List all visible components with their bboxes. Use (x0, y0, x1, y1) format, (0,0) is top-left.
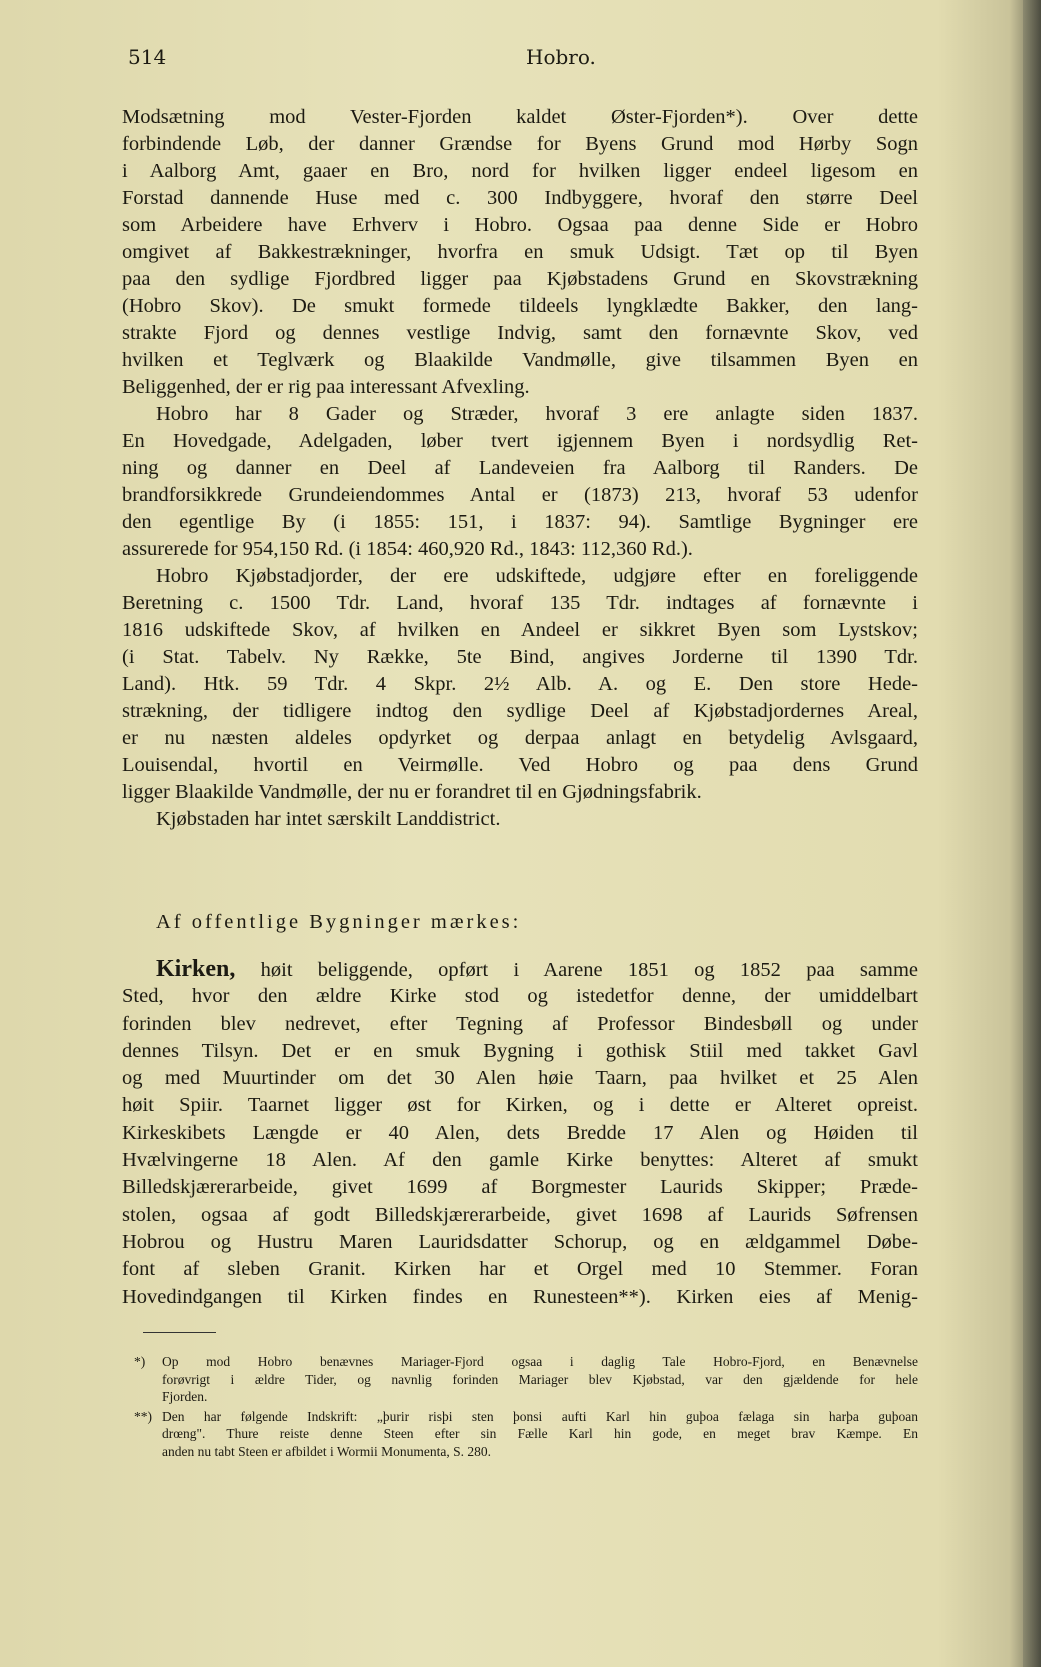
text-line: Kirkeskibets Længde er 40 Alen, dets Bredde 17 Alen og Høiden til (122, 1121, 918, 1144)
church-first-line-text: høit beliggende, opført i Aarene 1851 og 1852 paa samme (235, 959, 918, 981)
text-line: høit Spiir. Taarnet ligger øst for Kirken, og i dette er Alteret opreist. (122, 1094, 918, 1117)
text-line: dennes Tilsyn. Det er en smuk Bygning i gothisk Stiil med takket Gavl (122, 1039, 918, 1062)
footnote-marker: **) (134, 1408, 152, 1424)
footnote (134, 1408, 918, 1461)
text-line: Louisendal, hvortil en Veirmølle. Ved Hobro og paa dens Grund (122, 754, 918, 776)
text-line: ligger Blaakilde Vandmølle, der nu er forandret til en Gjødningsfabrik. (122, 781, 702, 803)
text-line: 1816 udskiftede Skov, af hvilken en Andeel er sikkret Byen som Lystskov; (122, 619, 918, 641)
text-line: (Hobro Skov). De smukt formede tildeels lyngklædte Bakker, den lang- (122, 295, 918, 317)
text-line: Beliggenhed, der er rig paa interessant Afvexling. (122, 376, 530, 398)
footnote-line: Fjorden. (162, 1389, 208, 1404)
body-text (122, 104, 918, 833)
text-line: Hovedindgangen til Kirken findes en Runesteen**). Kirken eies af Menig- (122, 1285, 918, 1308)
church-lead-word: Kirken, (156, 956, 236, 982)
text-line: Beretning c. 1500 Tdr. Land, hvoraf 135 Tdr. indtages af fornævnte i (122, 592, 918, 614)
text-line: Forstad dannende Huse med c. 300 Indbyggere, hvoraf den større Deel (122, 187, 918, 209)
footnote-line: forøvrigt i ældre Tider, og navnlig forinden Mariager blev Kjøbstad, var den gjældende for hele (162, 1371, 918, 1387)
text-line: Hobrou og Hustru Maren Lauridsdatter Schorup, og en ældgammel Døbe- (122, 1230, 918, 1253)
text-line: assurerede for 954,150 Rd. (i 1854: 460,920 Rd., 1843: 112,360 Rd.). (122, 538, 693, 560)
text-line: stolen, ogsaa af godt Billedskjærerarbeide, givet 1698 af Laurids Søfrensen (122, 1203, 918, 1226)
text-line: den egentlige By (i 1855: 151, i 1837: 94). Samtlige Bygninger ere (122, 511, 918, 533)
text-line: strækning, der tidligere indtog den sydlige Deel af Kjøbstadjordernes Areal, (122, 700, 918, 722)
text-line: En Hovedgade, Adelgaden, løber tvert igjennem Byen i nordsydlig Ret- (122, 430, 918, 452)
footnote-rule (143, 1332, 216, 1333)
text-line: strakte Fjord og dennes vestlige Indvig, samt den fornævnte Skov, ved (122, 322, 918, 344)
text-line: Sted, hvor den ældre Kirke stod og istedetfor denne, der umiddelbart (122, 985, 918, 1008)
text-line: (i Stat. Tabelv. Ny Række, 5te Bind, angives Jorderne til 1390 Tdr. (122, 646, 918, 668)
footnote-marker: *) (134, 1354, 146, 1369)
section-heading: Af offentlige Bygninger mærkes: (156, 911, 522, 933)
text-line: Hobro har 8 Gader og Stræder, hvoraf 3 ere anlagte siden 1837. (156, 403, 918, 425)
text-line: Billedskjærerarbeide, givet 1699 af Borgmester Laurids Skipper; Præde- (122, 1176, 918, 1199)
page-number: 514 (128, 45, 167, 69)
footnote-line: Op mod Hobro benævnes Mariager-Fjord ogsaa i daglig Tale Hobro-Fjord, en Benævnelse (162, 1354, 918, 1369)
book-edge-shadow (1023, 0, 1041, 1667)
church-first-line (122, 956, 918, 983)
text-line: hvilken et Teglværk og Blaakilde Vandmølle, give tilsammen Byen en (122, 349, 918, 371)
text-line: forbindende Løb, der danner Grændse for Byens Grund mod Hørby Sogn (122, 133, 918, 155)
text-line: i Aalborg Amt, gaaer en Bro, nord for hvilken ligger endeel ligesom en (122, 160, 918, 182)
text-line: Modsætning mod Vester-Fjorden kaldet Øster-Fjorden*). Over dette (122, 106, 918, 128)
text-line: forinden blev nedrevet, efter Tegning af Professor Bindesbøll og under (122, 1012, 918, 1035)
text-line: Land). Htk. 59 Tdr. 4 Skpr. 2½ Alb. A. og E. Den store Hede- (122, 673, 918, 695)
text-line: font af sleben Granit. Kirken har et Orgel med 10 Stemmer. Foran (122, 1258, 918, 1281)
text-line: Hobro Kjøbstadjorder, der ere udskiftede, udgjøre efter en foreliggende (156, 565, 918, 587)
section-heading-block (122, 909, 918, 936)
footnote (134, 1353, 918, 1406)
running-title: Hobro. (526, 45, 596, 69)
text-line: brandforsikkrede Grundeiendommes Antal er (1873) 213, hvoraf 53 udenfor (122, 484, 918, 506)
text-line: er nu næsten aldeles opdyrket og derpaa anlagt en betydelig Avlsgaard, (122, 727, 918, 749)
text-line: omgivet af Bakkestrækninger, hvorfra en smuk Udsigt. Tæt op til Byen (122, 241, 918, 263)
footnote-line: Den har følgende Indskrift: „þurir risþi sten þonsi aufti Karl hin guþoa fælaga sin harþa guþoan (162, 1408, 918, 1424)
text-line: Hvælvingerne 18 Alen. Af den gamle Kirke benyttes: Alteret af smukt (122, 1149, 918, 1172)
text-line: som Arbeidere have Erhverv i Hobro. Ogsaa paa denne Side er Hobro (122, 214, 918, 236)
footnotes (134, 1353, 918, 1462)
church-paragraph (122, 956, 918, 1311)
footnote-line: drœng". Thure reiste denne Steen efter sin Fælle Karl hin gode, en meget brav Kæmpe. En (162, 1426, 918, 1441)
text-line: og med Muurtinder om det 30 Alen høie Taarn, paa hvilket et 25 Alen (122, 1067, 918, 1090)
text-line: ning og danner en Deel af Landeveien fra Aalborg til Randers. De (122, 457, 918, 479)
text-line: paa den sydlige Fjordbred ligger paa Kjøbstadens Grund en Skovstrækning (122, 268, 918, 290)
footnote-line: anden nu tabt Steen er afbildet i Wormii Monumenta, S. 280. (162, 1443, 491, 1459)
text-line: Kjøbstaden har intet særskilt Landdistrict. (156, 808, 501, 830)
